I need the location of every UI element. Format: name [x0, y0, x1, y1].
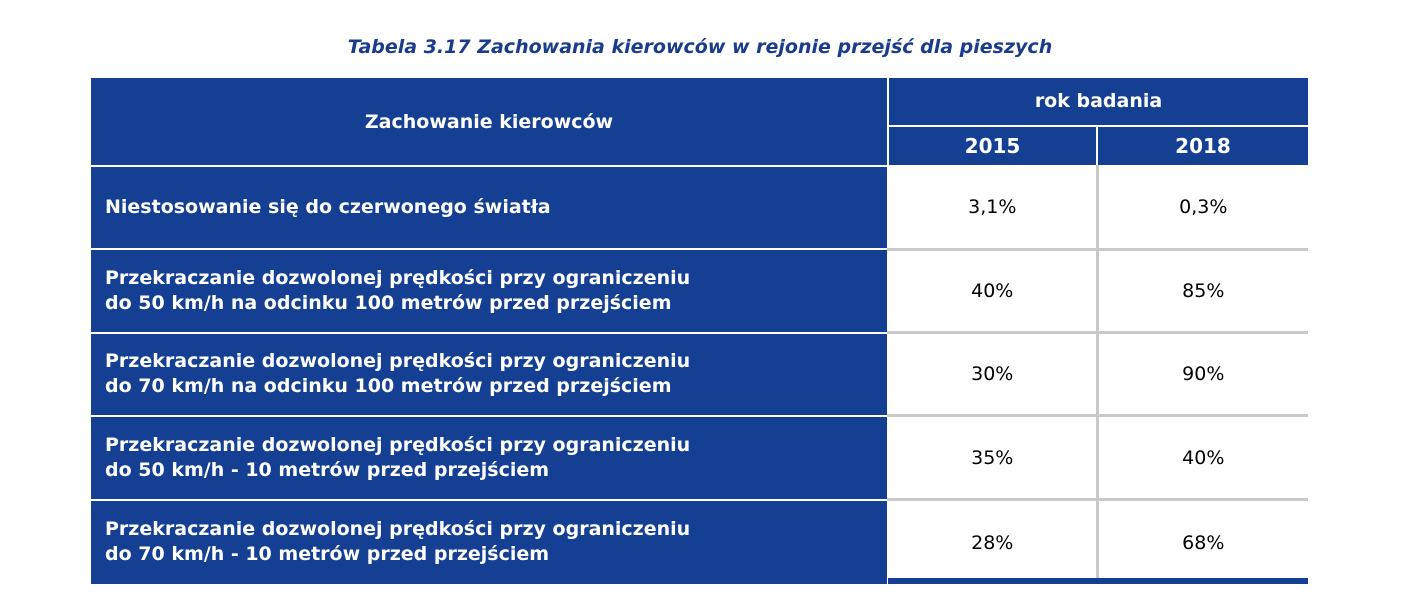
row-label	[91, 166, 888, 249]
header-year-2018: 2018	[1097, 126, 1308, 166]
row-label	[91, 249, 888, 333]
header-study-year-group: rok badania	[888, 78, 1308, 126]
value-2018: 40%	[1097, 416, 1308, 500]
value-2015: 30%	[888, 333, 1097, 416]
row-label-line: Przekraczanie dozwolonej prędkości przy ograniczeniu	[105, 350, 691, 373]
header-year-2015: 2015	[888, 126, 1097, 166]
table-row	[91, 416, 1308, 500]
data-table-container	[91, 78, 1308, 584]
row-label-line: Przekraczanie dozwolonej prędkości przy ograniczeniu	[105, 433, 691, 456]
value-2015: 28%	[888, 500, 1097, 584]
row-label	[91, 333, 888, 416]
table-caption: Tabela 3.17 Zachowania kierowców w rejonie przejść dla pieszych	[347, 36, 1053, 58]
row-label-line: Przekraczanie dozwolonej prędkości przy ograniczeniu	[105, 266, 691, 289]
table-bottom-border	[888, 578, 1308, 584]
header-behavior: Zachowanie kierowców	[91, 78, 888, 166]
row-label	[91, 500, 888, 584]
value-2015: 35%	[888, 416, 1097, 500]
value-2015: 3,1%	[888, 166, 1097, 249]
row-label	[91, 416, 888, 500]
driver-behavior-table	[91, 78, 1308, 584]
row-label-line: do 70 km/h - 10 metrów przed przejściem	[105, 543, 550, 566]
row-label-line: do 70 km/h na odcinku 100 metrów przed przejściem	[105, 375, 672, 398]
value-2018: 90%	[1097, 333, 1308, 416]
value-2015: 40%	[888, 249, 1097, 333]
table-row	[91, 249, 1308, 333]
value-2018: 85%	[1097, 249, 1308, 333]
row-label-line: Przekraczanie dozwolonej prędkości przy ograniczeniu	[105, 518, 691, 541]
row-label-line: do 50 km/h - 10 metrów przed przejściem	[105, 458, 550, 481]
value-2018: 0,3%	[1097, 166, 1308, 249]
value-2018: 68%	[1097, 500, 1308, 584]
table-row	[91, 333, 1308, 416]
row-label-line: Niestosowanie się do czerwonego światła	[105, 196, 551, 219]
row-label-line: do 50 km/h na odcinku 100 metrów przed przejściem	[105, 291, 672, 314]
table-row	[91, 500, 1308, 584]
table-row	[91, 166, 1308, 249]
